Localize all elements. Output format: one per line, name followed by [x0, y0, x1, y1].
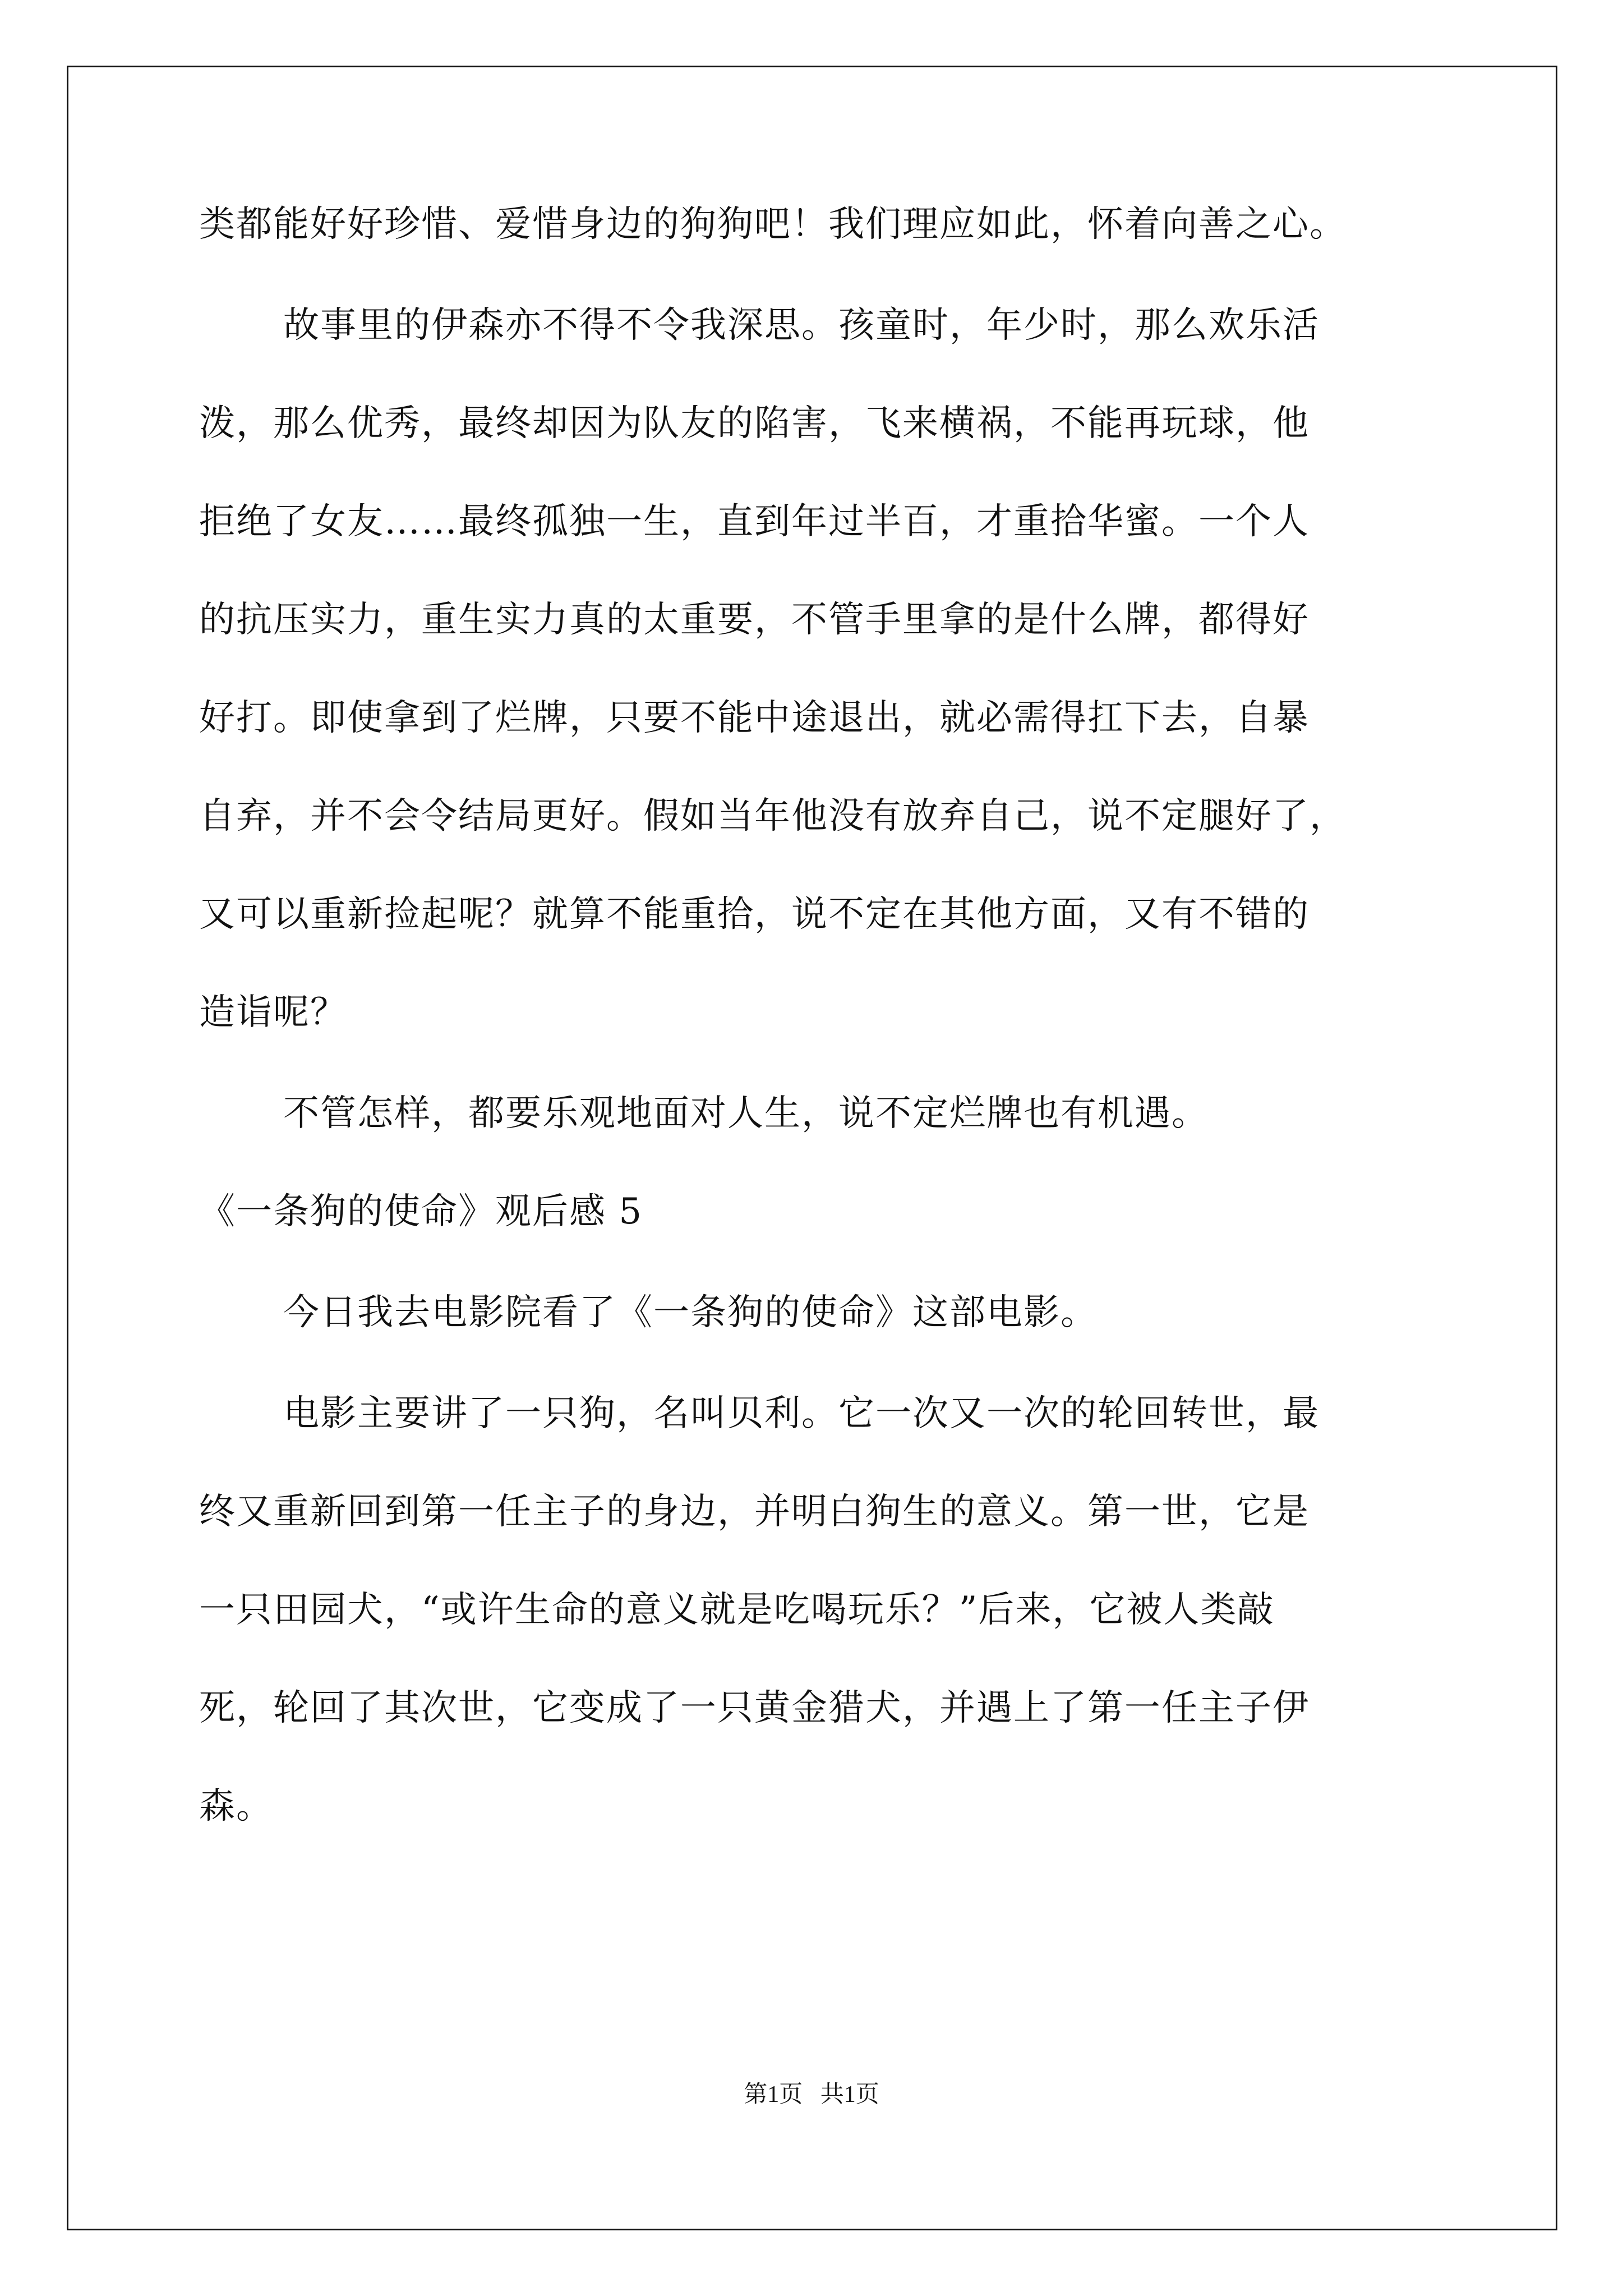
page-footer: 第1页 共1页 — [744, 2082, 879, 2108]
paragraph-line: 死，轮回了其次世，它变成了一只黄金猎犬，并遇上了第一任主子伊 — [199, 1687, 1310, 1729]
paragraph-line: 泼，那么优秀，最终却因为队友的陷害，飞来横祸，不能再玩球，他 — [199, 403, 1310, 444]
paragraph-line: 又可以重新捡起呢？就算不能重拾，说不定在其他方面，又有不错的 — [199, 894, 1310, 935]
paragraph-line: 一只田园犬，“或许生命的意义就是吃喝玩乐？”后来，它被人类敲 — [199, 1589, 1275, 1631]
page-border — [67, 66, 1557, 2230]
paragraph-line: 类都能好好珍惜、爱惜身边的狗狗吧！我们理应如此，怀着向善之心。 — [199, 204, 1347, 245]
paragraph-line: 电影主要讲了一只狗，名叫贝利。它一次又一次的轮回转世，最 — [283, 1393, 1320, 1434]
paragraph-line: 今日我去电影院看了《一条狗的使命》这部电影。 — [283, 1292, 1098, 1333]
paragraph-line: 造诣呢？ — [199, 992, 347, 1033]
paragraph-line: 森。 — [199, 1786, 273, 1827]
paragraph-line: 终又重新回到第一任主子的身边，并明白狗生的意义。第一世，它是 — [199, 1491, 1310, 1533]
paragraph-line: 不管怎样，都要乐观地面对人生，说不定烂牌也有机遇。 — [283, 1093, 1209, 1134]
paragraph-line: 的抗压实力，重生实力真的太重要，不管手里拿的是什么牌，都得好 — [199, 599, 1310, 641]
paragraph-line: 好打。即使拿到了烂牌，只要不能中途退出，就必需得扛下去，自暴 — [199, 697, 1310, 739]
paragraph-line: 拒绝了女友……最终孤独一生，直到年过半百，才重拾华蜜。一个人 — [199, 501, 1310, 542]
section-heading: 《一条狗的使命》观后感 5 — [199, 1191, 643, 1232]
paragraph-line: 故事里的伊森亦不得不令我深思。孩童时，年少时，那么欢乐活 — [283, 305, 1320, 346]
paragraph-line: 自弃，并不会令结局更好。假如当年他没有放弃自己，说不定腿好了， — [199, 795, 1347, 837]
